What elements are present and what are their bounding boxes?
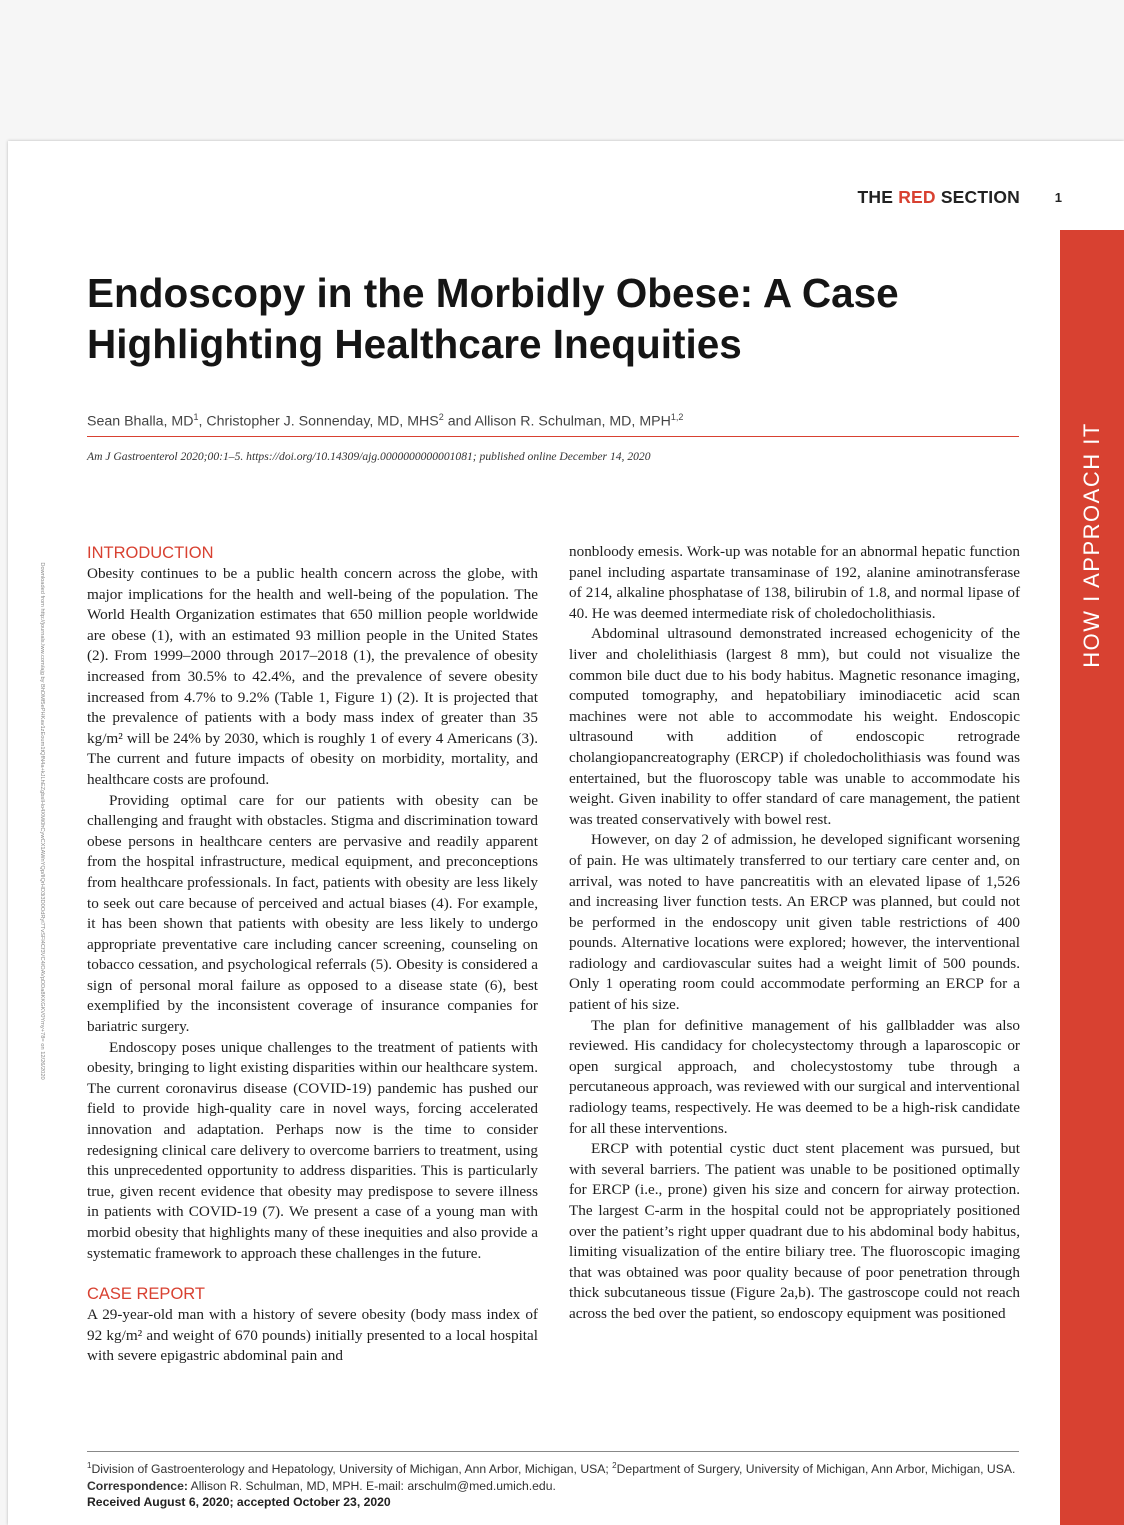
body-paragraph: nonbloody emesis. Work-up was notable for an abnormal hepatic function panel including aspartate transaminase of 192, alanine aminotransferase of 214, alkaline phosphatase of 138, bilirubin of 1.8, and normal lipase of 40. He was deemed intermediate risk of choledocholithiasis. <box>569 543 1020 622</box>
author-name: Allison R. Schulman, MD, MPH <box>474 413 671 430</box>
right-column <box>569 542 1020 1325</box>
author-name: Christopher J. Sonnenday, MD, MHS <box>206 413 439 430</box>
author-name: Sean Bhalla, MD <box>87 413 194 430</box>
page-number: 1 <box>1054 190 1062 205</box>
section-header-section: SECTION <box>940 187 1020 207</box>
body-paragraph: Abdominal ultrasound demonstrated increased echogenicity of the liver and cholelithiasis (largest 8 mm), but could not visualize the common bile duct due to his body habitus. Magnetic resonance imaging, computed tomography, and hepatobiliary iminodiacetic acid scan machines were not able to accommodate his weight. Endoscopic ultrasound with addition of endoscopic retrograde cholangiopancreatography (ERCP) if choledocholithiasis was found was entertained, but the fluoroscopy table was unable to accommodate his weight. Given inability to offer standard of care management, the patient was treated conservatively with bowel rest. <box>569 625 1020 828</box>
author-affiliation-sup: 1,2 <box>670 412 684 422</box>
body-paragraph: Providing optimal care for our patients with obesity can be challenging and fraught with obstacles. Stigma and discrimination toward obese persons in healthcare centers are pervasive and readily apparent from the hospital infrastructure, medical equipment, and preconceptions from healthcare professionals. In fact, patients with obesity are less likely to seek out care because of perceived and actual biases (4). For example, it has been shown that patients with obesity are less likely to undergo appropriate preventative care including cancer screening, counseling on tobacco cessation, and psychological referrals (5). Obesity is considered a sign of personal moral failure as opposed to a disease state (6), best exemplified by the inconsistent coverage of insurance companies for bariatric surgery. <box>87 791 538 1036</box>
affiliation-text: Department of Surgery, University of Michigan, Ann Arbor, Michigan, USA. <box>616 1462 1016 1477</box>
body-paragraph: However, on day 2 of admission, he developed significant worsening of pain. He was ultimately transferred to our tertiary care center and, on arrival, was noted to have pancreatitis with an elevated lipase of 1,526 and increasing liver function tests. An ERCP was planned, but could not be performed in the endoscopy unit given table restrictions of 400 pounds. Alternative locations were explored; however, the interventional radiology and cardiovascular suites had a weight limit of 500 pounds. Only 1 operating room could accommodate performing an ERCP for a patient of his size. <box>569 831 1020 1014</box>
footnotes <box>87 1458 1023 1511</box>
journal-page <box>8 141 1124 1525</box>
body-paragraph: The plan for definitive management of his gallbladder was also reviewed. His candidacy for cholecystectomy through a laparoscopic or open surgical approach, and cholecystostomy tube through a percutaneous approach, was reviewed with our surgical and interventional radiology teams, respectively. He was deemed to be a high-risk candidate for all these interventions. <box>569 1016 1020 1137</box>
author-list <box>87 412 683 430</box>
body-paragraph: Endoscopy poses unique challenges to the treatment of patients with obesity, bringing to light existing disparities within our healthcare system. The current coronavirus disease (COVID-19) pandemic has pushed our field to provide high-quality care in novel ways, forcing accelerated innovation and adaptation. Perhaps now is the time to consider redesigning clinical care delivery to overcome barriers to treatment, using this unprecedented opportunity to address disparities. This is particularly true, given recent evidence that obesity may predispose to severe illness in patients with COVID-19 (7). We present a case of a young man with morbid obesity that highlights many of these inequities and also provide a systematic framework to approach these challenges in the future. <box>87 1038 538 1262</box>
introduction-heading: INTRODUCTION <box>87 544 214 562</box>
author-affiliation-sup: 1 <box>193 412 199 422</box>
side-band <box>1060 230 1124 1525</box>
affiliation-sup: 1 <box>87 1461 92 1470</box>
author-affiliation-sup: 2 <box>438 412 444 422</box>
article-title: Endoscopy in the Morbidly Obese: A Case Highlighting Healthcare Inequities <box>87 270 899 367</box>
section-header-the: THE <box>857 187 894 207</box>
side-band-label: HOW I APPROACH IT <box>1079 422 1104 668</box>
author-separator: , <box>198 413 207 430</box>
received-dates: Received August 6, 2020; accepted October 23, 2020 <box>87 1495 391 1510</box>
correspondence-text: Allison R. Schulman, MD, MPH. E-mail: arschulm@med.umich.edu. <box>187 1478 556 1493</box>
correspondence-label: Correspondence: <box>87 1478 188 1493</box>
affiliations <box>87 1458 1023 1494</box>
section-header-red: RED <box>898 187 936 207</box>
footnote-divider <box>87 1451 1019 1452</box>
affiliation-sup: 2 <box>612 1461 617 1470</box>
download-watermark: Downloaded from http://journals.lww.com/ajg by BhDMf5ePHKav1zEoum1tQfN4a+kJLhEZgbsIHo4XMi0hCywCX1AWnYQp/IlQrHD3i3D0OdRyi7TvSFl4Cf3VC4/OAVpDDa8KKGKV0Ymy+78= on 12/26/2020 <box>39 562 45 1080</box>
author-separator: and <box>443 413 475 430</box>
title-divider <box>87 436 1019 437</box>
left-column <box>87 542 538 1367</box>
body-paragraph: Obesity continues to be a public health concern across the globe, with major implications for the health and well-being of the population. The World Health Organization estimates that 650 million people worldwide are obese (1), with an estimated 93 million people in the United States (2). From 1999–2000 through 2017–2018 (1), the prevalence of obesity increased from 30.5% to 42.4%, and the prevalence of severe obesity increased from 4.7% to 9.2% (Table 1, Figure 1) (2). It is projected that the prevalence of patients with a body mass index of greater than 35 kg/m² will be 24% by 2030, which is roughly 1 of every 4 Americans (3). The current and future impacts of obesity on morbidity, mortality, and healthcare costs are profound. <box>87 565 538 788</box>
body-paragraph: A 29-year-old man with a history of severe obesity (body mass index of 92 kg/m² and weight of 670 pounds) initially presented to a local hospital with severe epigastric abdominal pain and <box>87 1306 538 1365</box>
affiliation-text: Division of Gastroenterology and Hepatology, University of Michigan, Ann Arbor, Michigan, USA; <box>91 1462 613 1477</box>
body-paragraph: ERCP with potential cystic duct stent placement was pursued, but with several barriers. The patient was unable to be positioned optimally for ERCP (i.e., prone) given his size and concern for airway protection. The largest C-arm in the hospital could not be appropriately positioned over the patient’s right upper quadrant due to his abdominal body habitus, limiting visualization of the entire biliary tree. The fluoroscopic imaging that was obtained was poor quality because of poor penetration through thick subcutaneous tissue (Figure 2a,b). The gastroscope could not reach across the bed over the patient, so endoscopy equipment was positioned <box>569 1140 1020 1322</box>
case-report-heading: CASE REPORT <box>87 1285 205 1304</box>
citation-line: Am J Gastroenterol 2020;00:1–5. https://doi.org/10.14309/ajg.0000000000001081; published online December 14, 2020 <box>87 450 651 463</box>
section-header <box>858 187 1020 208</box>
